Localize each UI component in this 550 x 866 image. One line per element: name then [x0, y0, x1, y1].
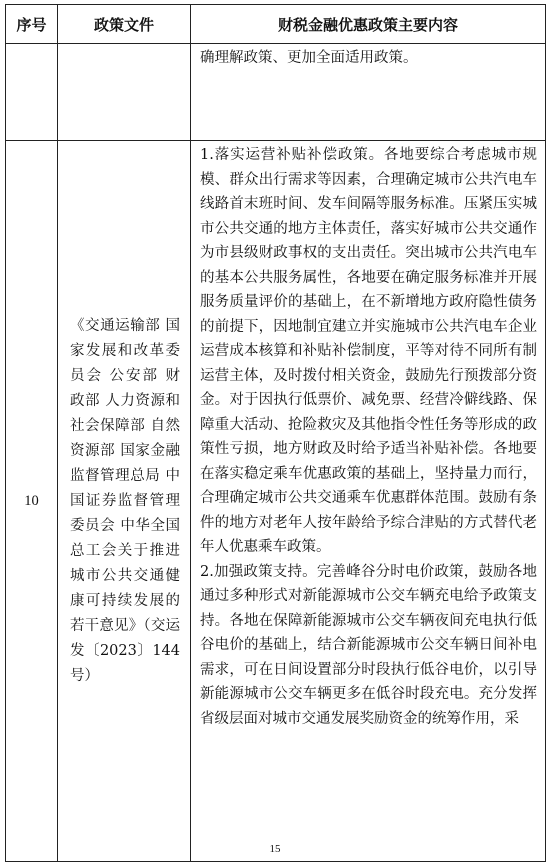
continued-content-text: 确理解政策、更加全面适用政策。: [200, 50, 418, 66]
header-policy-document: 政策文件: [58, 5, 191, 44]
table-row-continued: [6, 44, 546, 141]
table-header-row: [6, 5, 546, 44]
header-serial-number: 序号: [6, 5, 58, 44]
header-policy-content: 财税金融优惠政策主要内容: [191, 5, 546, 44]
continued-document-cell: [58, 44, 191, 141]
policy-paragraph-2: 2.加强政策支持。完善峰谷分时电价政策，鼓励各地通过多种形式对新能源城市公交车辆充电给予政策支持。各地在保障新能源城市公交车辆夜间充电执行低谷电价的基础上，结合新能源城市公交车辆日间补电需求，可在日间设置部分时段执行低谷电价，以引导新能源城市公交车辆更多在低谷时段充电。充分发挥省级层面对城市交通发展奖励资金的统筹作用，采: [200, 563, 537, 727]
continued-number-cell: [6, 44, 58, 141]
policy-content-body: [191, 141, 545, 731]
policy-document-cell: [58, 141, 191, 862]
page-number: 15: [269, 843, 281, 855]
policy-content-cell: [191, 141, 546, 862]
table-row: [6, 141, 546, 862]
continued-content-cell: [191, 44, 546, 141]
policy-paragraph-1: 1.落实运营补贴补偿政策。各地要综合考虑城市规模、群众出行需求等因素，合理确定城市公共汽电车线路首末班时间、发车间隔等服务标准。压紧压实城市公共交通的地方主体责任，落实好城市公共交通作为市县级财政事权的支出责任。突出城市公共汽电车的基本公共服务属性，各地要在确定服务标准并开展服务质量评价的基础上，在不新增地方政府隐性债务的前提下，因地制宜建立并实施城市公共汽电车企业运营成本核算和补贴补偿制度，平等对待不同所有制运营主体，及时拨付相关资金，鼓励先行预拨部分资金。对于因执行低票价、减免票、经营冷僻线路、保障重大活动、抢险救灾及其他指令性任务等形成的政策性亏损，地方财政及时给予适当补贴补偿。各地要在落实稳定乘车优惠政策的基础上，坚持量力而行，合理确定城市公共交通乘车优惠群体范围。鼓励有条件的地方对老年人按年龄给予综合津贴的方式替代老年人优惠乘车政策。: [200, 147, 537, 555]
row-number: 10: [6, 141, 58, 862]
policy-document-title: 《交通运输部 国家发展和改革委员会 公安部 财政部 人力资源和社会保障部 自然资源部 国家金融监督管理总局 中国证券监督管理委员会 中华全国总工会关于推进城市公共交通健康可持续发展的若干意见》（交运发〔2023〕144 号）: [70, 317, 180, 684]
policy-table: [5, 4, 546, 862]
